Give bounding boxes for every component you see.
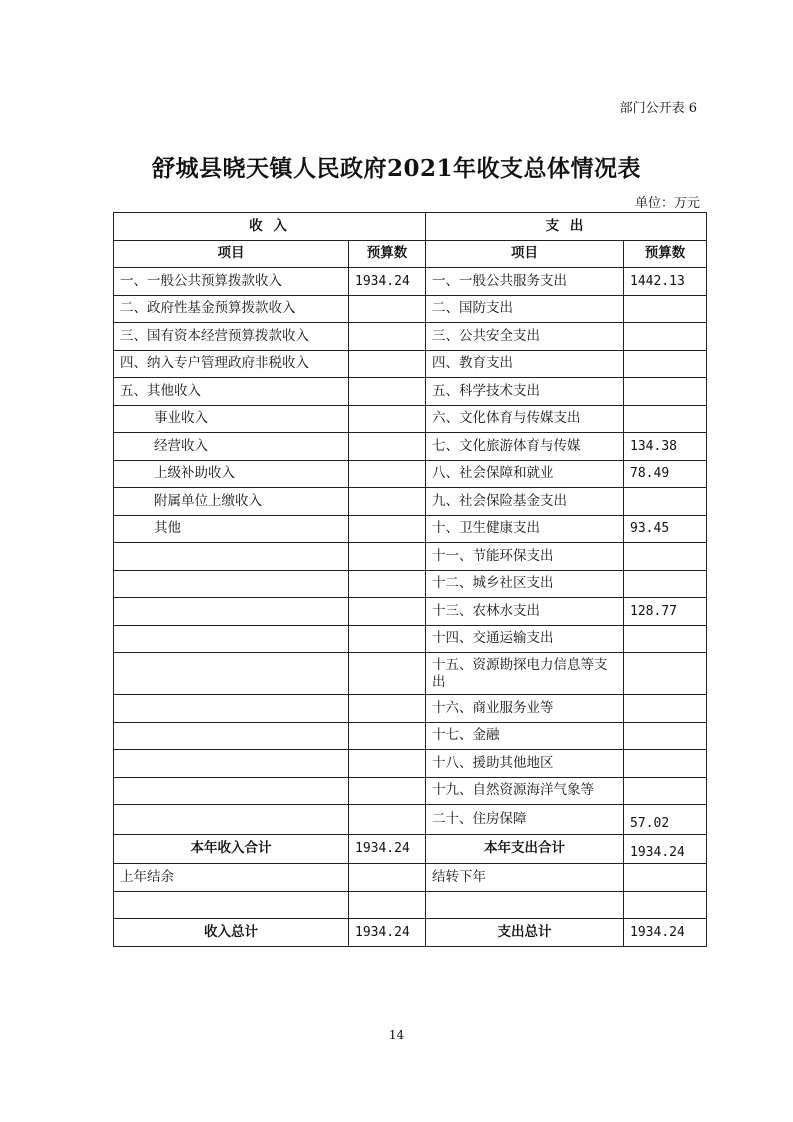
expense-value: 1442.13	[624, 268, 707, 296]
expense-item: 七、文化旅游体育与传媒	[426, 433, 624, 461]
blank-cell	[426, 891, 624, 919]
income-value: 1934.24	[349, 268, 426, 296]
expense-budget-header: 预算数	[624, 240, 707, 268]
expense-value	[624, 378, 707, 406]
expense-item: 四、教育支出	[426, 350, 624, 378]
table-row	[114, 433, 707, 461]
income-total-value: 1934.24	[349, 919, 426, 947]
page-title: 舒城县晓天镇人民政府2021年收支总体情况表	[151, 155, 641, 182]
income-item	[114, 598, 349, 626]
expense-total-value: 1934.24	[624, 919, 707, 947]
income-value	[349, 433, 426, 461]
blank-cell	[114, 891, 349, 919]
income-item-header: 项目	[114, 240, 349, 268]
expense-item: 十、卫生健康支出	[426, 515, 624, 543]
expense-value: 128.77	[624, 598, 707, 626]
income-item: 一、一般公共预算拨款收入	[114, 268, 349, 296]
table-row	[114, 722, 707, 750]
income-item: 其他	[114, 515, 349, 543]
blank-cell	[349, 891, 426, 919]
income-value	[349, 350, 426, 378]
budget-table	[113, 212, 707, 947]
expense-value	[624, 750, 707, 778]
expense-value	[624, 653, 707, 695]
table-row	[114, 695, 707, 723]
income-item: 三、国有资本经营预算拨款收入	[114, 323, 349, 351]
unit-label: 单位：万元	[634, 196, 700, 211]
table-row	[114, 350, 707, 378]
income-item: 上级补助收入	[114, 460, 349, 488]
table-row	[114, 515, 707, 543]
total-row	[114, 919, 707, 947]
expense-value	[624, 488, 707, 516]
prior-year-balance-value	[349, 864, 426, 892]
expense-item: 二十、住房保障	[426, 805, 624, 835]
table-row	[114, 378, 707, 406]
table-row	[114, 295, 707, 323]
income-item	[114, 805, 349, 835]
income-item	[114, 695, 349, 723]
income-value	[349, 750, 426, 778]
income-header: 收 入	[114, 213, 426, 241]
expense-item: 三、公共安全支出	[426, 323, 624, 351]
expense-value	[624, 350, 707, 378]
carry-forward-value	[624, 864, 707, 892]
income-item	[114, 750, 349, 778]
income-item: 事业收入	[114, 405, 349, 433]
page-number: 14	[388, 1028, 405, 1042]
income-value	[349, 323, 426, 351]
income-item	[114, 625, 349, 653]
expense-value: 134.38	[624, 433, 707, 461]
table-row	[114, 488, 707, 516]
income-value	[349, 570, 426, 598]
income-item	[114, 777, 349, 805]
income-value	[349, 805, 426, 835]
expense-value	[624, 543, 707, 571]
table-row	[114, 405, 707, 433]
income-value	[349, 378, 426, 406]
table-row	[114, 653, 707, 695]
income-value	[349, 543, 426, 571]
section-header-row	[114, 213, 707, 241]
document-label: 部门公开表 6	[619, 101, 697, 116]
carryover-row	[114, 864, 707, 892]
income-value	[349, 295, 426, 323]
expense-value	[624, 295, 707, 323]
income-value	[349, 488, 426, 516]
income-value	[349, 777, 426, 805]
expense-item: 十六、商业服务业等	[426, 695, 624, 723]
expense-item: 五、科学技术支出	[426, 378, 624, 406]
expense-item: 十九、自然资源海洋气象等	[426, 777, 624, 805]
income-value	[349, 515, 426, 543]
expense-item: 二、国防支出	[426, 295, 624, 323]
expense-item: 十二、城乡社区支出	[426, 570, 624, 598]
expense-item: 六、文化体育与传媒支出	[426, 405, 624, 433]
income-total-label: 收入总计	[114, 919, 349, 947]
expense-header: 支 出	[426, 213, 707, 241]
prior-year-balance-label: 上年结余	[114, 864, 349, 892]
expense-subtotal-label: 本年支出合计	[426, 834, 624, 864]
expense-item: 十七、金融	[426, 722, 624, 750]
blank-cell	[624, 891, 707, 919]
income-value	[349, 653, 426, 695]
expense-value	[624, 722, 707, 750]
income-value	[349, 695, 426, 723]
expense-item: 九、社会保险基金支出	[426, 488, 624, 516]
table-row	[114, 460, 707, 488]
income-item: 四、纳入专户管理政府非税收入	[114, 350, 349, 378]
expense-value	[624, 323, 707, 351]
expense-subtotal-value: 1934.24	[624, 834, 707, 864]
table-row	[114, 323, 707, 351]
table-row	[114, 570, 707, 598]
column-header-row	[114, 240, 707, 268]
income-item: 五、其他收入	[114, 378, 349, 406]
expense-total-label: 支出总计	[426, 919, 624, 947]
table-row	[114, 805, 707, 835]
income-value	[349, 405, 426, 433]
subtotal-row	[114, 834, 707, 864]
table-row	[114, 625, 707, 653]
income-item	[114, 570, 349, 598]
expense-item: 十四、交通运输支出	[426, 625, 624, 653]
table-row	[114, 543, 707, 571]
expense-value	[624, 625, 707, 653]
income-subtotal-label: 本年收入合计	[114, 834, 349, 864]
table-row	[114, 777, 707, 805]
expense-value: 78.49	[624, 460, 707, 488]
income-subtotal-value: 1934.24	[349, 834, 426, 864]
income-item: 二、政府性基金预算拨款收入	[114, 295, 349, 323]
expense-item: 一、一般公共服务支出	[426, 268, 624, 296]
expense-item: 十五、资源勘探电力信息等支出	[426, 653, 624, 695]
income-item	[114, 543, 349, 571]
income-item	[114, 653, 349, 695]
expense-item: 八、社会保障和就业	[426, 460, 624, 488]
income-value	[349, 625, 426, 653]
expense-item: 十三、农林水支出	[426, 598, 624, 626]
income-item: 附属单位上缴收入	[114, 488, 349, 516]
expense-value	[624, 405, 707, 433]
expense-item-header: 项目	[426, 240, 624, 268]
expense-value	[624, 695, 707, 723]
income-value	[349, 460, 426, 488]
income-value	[349, 722, 426, 750]
expense-value: 93.45	[624, 515, 707, 543]
expense-value	[624, 570, 707, 598]
carry-forward-label: 结转下年	[426, 864, 624, 892]
income-item	[114, 722, 349, 750]
table-row	[114, 750, 707, 778]
table-row	[114, 598, 707, 626]
income-item: 经营收入	[114, 433, 349, 461]
expense-item: 十八、援助其他地区	[426, 750, 624, 778]
expense-value	[624, 777, 707, 805]
expense-value: 57.02	[624, 805, 707, 835]
income-budget-header: 预算数	[349, 240, 426, 268]
income-value	[349, 598, 426, 626]
blank-row	[114, 891, 707, 919]
table-row	[114, 268, 707, 296]
expense-item: 十一、节能环保支出	[426, 543, 624, 571]
